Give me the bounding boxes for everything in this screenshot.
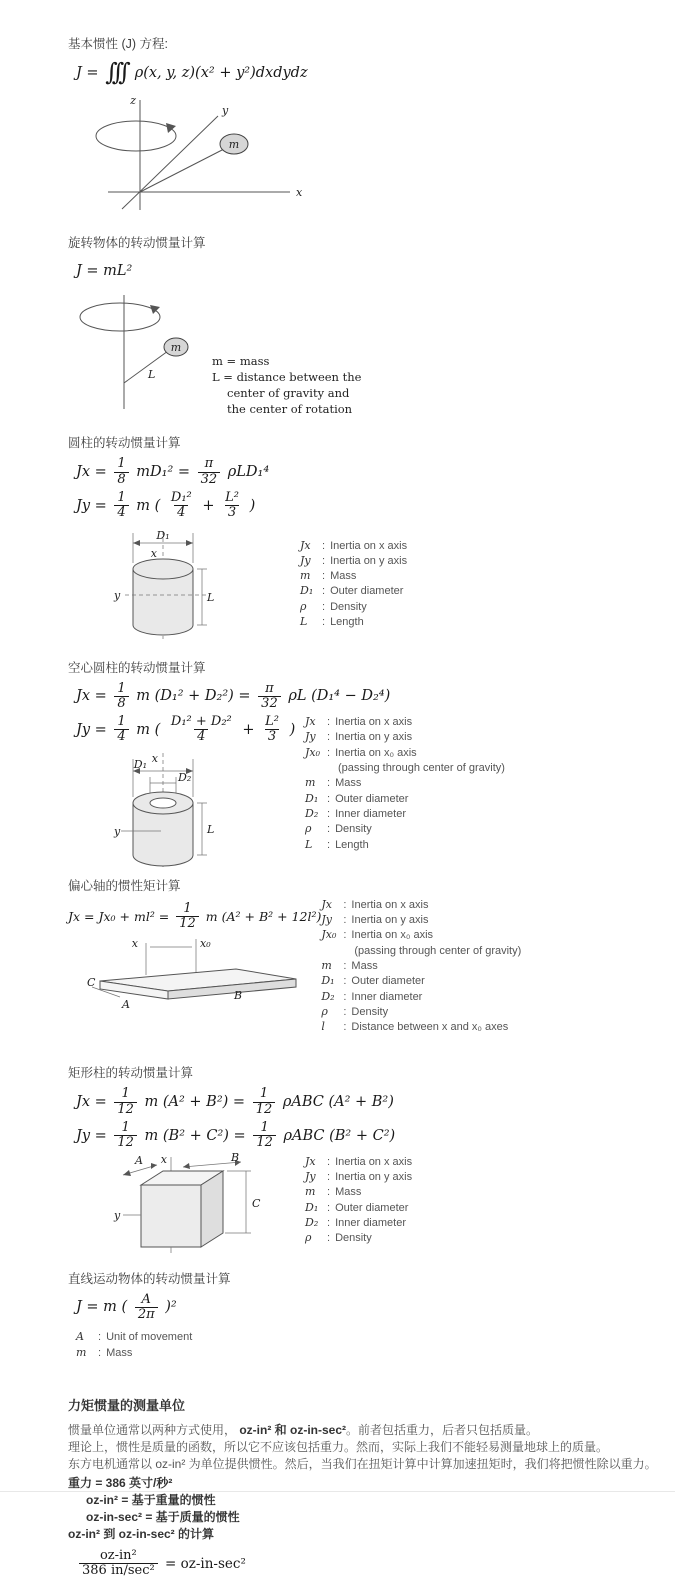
legend-symbol: Jx — [300, 538, 311, 552]
formula-token: + — [237, 721, 260, 738]
note-line: m = mass — [212, 354, 270, 368]
label-length: L — [207, 822, 215, 836]
legend-separator: : — [343, 914, 347, 927]
formula-token: $\frac{1}{4}$ — [114, 491, 128, 521]
legend-row — [321, 928, 521, 942]
diagram-hollow-cylinder — [113, 751, 245, 869]
legend-row — [76, 1330, 675, 1344]
legend-symbol: D₁ — [321, 974, 335, 988]
label-mass: m — [170, 341, 182, 354]
legend-description: Inertia on x axis — [335, 1155, 413, 1168]
label-B: B — [234, 989, 243, 1003]
formula-token: J = mL² — [76, 263, 133, 279]
formula-token: Jy = — [76, 1127, 112, 1144]
legend-row — [321, 1005, 521, 1019]
legend-description: Inertia on y axis — [335, 731, 413, 744]
oz-in2-definition: oz-in² = 基于重量的惯性 — [86, 1492, 216, 1507]
diagram-slab — [86, 937, 298, 1015]
legend-symbol: D₂ — [321, 989, 335, 1003]
legend-row — [321, 1020, 521, 1034]
label-z-axis: z — [130, 94, 136, 107]
legend-separator: : — [327, 716, 331, 729]
oz-in-sec2-definition: oz-in-sec² = 基于质量的惯性 — [86, 1509, 240, 1524]
legend-description: Inertia on y axis — [330, 554, 408, 567]
formula-token: m (B² + C²) = — [139, 1127, 251, 1144]
formula-eccentric-jx — [68, 902, 321, 932]
legend-description: Inertia on x₀ axis — [335, 746, 417, 759]
legend-description: Inner diameter — [351, 990, 423, 1003]
formula-cylinder-jx — [76, 457, 675, 487]
heading-linear-motion: 直线运动物体的转动惯量计算 — [68, 1271, 231, 1286]
legend-cylinder — [300, 539, 407, 631]
legend-description: Inertia on x axis — [351, 898, 429, 911]
legend-row — [300, 554, 407, 568]
formula-token: $\frac{1}{8}$ — [114, 457, 128, 487]
formula-token: ρLD₁⁴ — [223, 464, 270, 481]
legend-symbol: D₁ — [305, 791, 319, 805]
legend-separator: : — [322, 539, 326, 552]
legend-description: Inertia on x₀ axis — [351, 929, 434, 942]
legend-description: Inertia on x axis — [335, 716, 413, 729]
legend-symbol: D₁ — [305, 1200, 319, 1214]
legend-symbol: Jx — [321, 897, 332, 911]
formula-linear — [76, 1293, 675, 1323]
legend-separator: : — [327, 1186, 331, 1199]
units-paragraph-1 — [68, 1422, 675, 1439]
legend-row — [300, 539, 407, 553]
label-A: A — [135, 1153, 143, 1167]
legend-symbol: m — [321, 958, 332, 972]
legend-separator: : — [327, 792, 331, 805]
section-linear-motion — [68, 1271, 675, 1360]
legend-description: Mass — [351, 959, 378, 972]
formula-hollow-jy — [76, 715, 305, 745]
formula-token: $\frac{\text{oz-in²}}{\text{386 in/sec²}}$ — [79, 1549, 158, 1578]
diagram-box — [113, 1150, 278, 1250]
diagram-cylinder — [113, 529, 243, 641]
heading-units: 力矩惯量的测量单位 — [68, 1397, 186, 1413]
formula-token: $\frac{\text{L²}}{3}$ — [265, 714, 279, 745]
units-p1-post: 。前者包括重力，后者只包括质量。 — [346, 1422, 539, 1437]
units-paragraph-3: 东方电机通常以 oz-in² 为单位提供惯性。然后，当我们在扭矩计算中计算加速扭矩时，我们将把惯性除以重力。 — [68, 1456, 657, 1471]
legend-row — [305, 822, 505, 836]
legend-symbol: L — [300, 615, 308, 629]
legend-row — [305, 792, 505, 806]
formula-token: $\frac{\text{D₁² + D₂²}}{4}$ — [170, 714, 232, 745]
label-length: L — [207, 590, 215, 604]
formula-token: ρ(x, y, z)(x² + y²)dxdydz — [134, 65, 308, 81]
legend-row — [76, 1346, 675, 1360]
legend-row — [305, 1155, 412, 1169]
formula-token: ρABC (A² + B²) — [278, 1094, 394, 1111]
legend-description: Length — [330, 616, 364, 629]
legend-description: Density — [330, 600, 367, 613]
section-eccentric-axis — [68, 878, 675, 1036]
units-p1-pre: 惯量单位通常以两种方式使用， — [68, 1422, 240, 1437]
note-line: L = distance between the — [212, 370, 362, 385]
legend-separator: : — [322, 570, 326, 583]
legend-description: (passing through center of gravity) — [354, 944, 522, 957]
legend-separator: : — [327, 1201, 331, 1214]
legend-symbol: m — [300, 569, 311, 583]
formula-token: m (A² + B²) = — [139, 1094, 250, 1111]
pendulum-notes — [212, 353, 361, 417]
legend-row — [305, 1170, 412, 1184]
formula-token: $\frac{1}{12}$ — [176, 902, 199, 932]
legend-separator: : — [343, 929, 347, 942]
legend-symbol: Jy — [300, 553, 311, 567]
section-cylinder — [68, 435, 675, 645]
legend-row — [305, 1216, 412, 1230]
formula-token: $\frac{\pi}{32}$ — [198, 457, 221, 487]
legend-description: Unit of movement — [106, 1331, 193, 1344]
legend-separator: : — [98, 1346, 102, 1359]
legend-description: Length — [335, 838, 369, 851]
heading-basic-inertia: 基本惯性 (J) 方程: — [68, 37, 168, 51]
legend-separator: : — [327, 746, 331, 759]
formula-token: $\frac{1}{4}$ — [114, 715, 128, 745]
formula-rotating-object — [76, 261, 675, 281]
legend-separator: : — [327, 1216, 331, 1229]
legend-description: Density — [335, 823, 372, 836]
legend-separator: : — [98, 1331, 102, 1344]
label-mass: m — [228, 138, 240, 151]
heading-rect-column: 矩形柱的转动惯量计算 — [68, 1066, 194, 1081]
legend-separator: : — [322, 616, 326, 629]
legend-row — [300, 584, 407, 598]
legend-row — [321, 898, 521, 912]
legend-symbol: A — [76, 1330, 84, 1344]
formula-token: $\frac{\text{D₁²}}{4}$ — [170, 489, 192, 521]
formula-token: $\frac{1}{12}$ — [114, 1087, 137, 1117]
bottom-divider — [0, 1491, 675, 1492]
label-x-axis: x — [131, 937, 138, 951]
legend-separator: : — [343, 975, 347, 988]
formula-token: ρL (D₁⁴ − D₂⁴) — [283, 688, 391, 705]
formula-token: $\frac{\text{L²}}{3}$ — [225, 489, 239, 521]
formula-token: ) — [244, 497, 256, 514]
legend-description: Mass — [335, 1186, 362, 1199]
formula-token: ∫∫∫ — [105, 58, 125, 86]
legend-row — [305, 761, 505, 775]
label-outer-diameter: D₁ — [133, 757, 147, 771]
legend-description: Inertia on y axis — [351, 914, 429, 927]
formula-token: )² — [160, 1299, 177, 1316]
legend-description: Inner diameter — [335, 1216, 406, 1229]
label-y-axis: y — [114, 824, 121, 838]
legend-row — [305, 730, 505, 744]
legend-separator: : — [343, 1021, 347, 1034]
legend-symbol: Jy — [305, 1169, 316, 1183]
formula-token: = oz-in-sec² — [160, 1555, 246, 1572]
formula-token: m ( — [131, 497, 165, 514]
diagram-xyz-axes — [78, 92, 318, 214]
heading-hollow-cylinder: 空心圆柱的转动惯量计算 — [68, 660, 206, 675]
legend-row — [305, 1231, 412, 1245]
legend-row — [305, 1185, 412, 1199]
label-C: C — [252, 1196, 261, 1210]
legend-description: Outer diameter — [335, 792, 409, 805]
legend-description: Inertia on y axis — [335, 1170, 413, 1183]
legend-symbol: Jx₀ — [305, 745, 321, 759]
legend-description: Outer diameter — [351, 975, 425, 988]
formula-token: Jy = — [76, 721, 112, 738]
legend-row — [305, 715, 505, 729]
legend-symbol: ρ — [305, 1231, 312, 1245]
formula-rect-jy — [76, 1121, 675, 1151]
legend-separator: : — [322, 600, 326, 613]
legend-rect-column — [305, 1155, 412, 1247]
formula-rect-jx — [76, 1087, 675, 1117]
legend-separator: : — [327, 838, 331, 851]
section-basic-inertia — [68, 36, 675, 219]
formula-token: $\frac{1}{12}$ — [253, 1087, 276, 1117]
legend-description: Density — [335, 1232, 372, 1245]
label-A: A — [122, 998, 130, 1012]
legend-separator: : — [327, 1155, 331, 1168]
legend-description: Outer diameter — [330, 585, 404, 598]
label-x-axis: x — [151, 751, 158, 765]
legend-symbol: Jy — [305, 730, 316, 744]
legend-description: Inner diameter — [335, 807, 406, 820]
legend-symbol: m — [305, 1185, 316, 1199]
label-x-axis: x — [160, 1152, 167, 1166]
heading-conversion: oz-in² 到 oz-in-sec² 的计算 — [68, 1526, 214, 1541]
legend-row — [321, 944, 521, 958]
legend-symbol: D₂ — [305, 1215, 319, 1229]
legend-symbol: ρ — [300, 599, 307, 613]
formula-token: J = m ( — [76, 1299, 132, 1316]
legend-symbol: Jx₀ — [321, 928, 337, 942]
gravity-value-line: 重力 = 386 英寸/秒² — [68, 1475, 173, 1490]
legend-row — [321, 913, 521, 927]
legend-separator: : — [343, 959, 347, 972]
legend-eccentric — [321, 898, 521, 1036]
legend-hollow-cylinder — [305, 715, 505, 853]
legend-description: Mass — [106, 1346, 133, 1359]
formula-token: $\frac{1}{12}$ — [114, 1121, 137, 1151]
formula-token: ρABC (B² + C²) — [278, 1127, 396, 1144]
formula-token: Jx = Jx₀ + ml² = — [68, 909, 174, 925]
legend-separator: : — [327, 823, 331, 836]
legend-separator: : — [327, 1232, 331, 1245]
section-rect-column — [68, 1065, 675, 1254]
label-x0-axis: x₀ — [200, 937, 211, 951]
legend-description: Distance between x and x₀ axes — [351, 1021, 509, 1034]
heading-rotating-object: 旋转物体的转动惯量计算 — [68, 236, 206, 250]
legend-separator: : — [327, 731, 331, 744]
legend-row — [305, 838, 505, 852]
legend-row — [305, 746, 505, 760]
section-hollow-cylinder — [68, 660, 675, 874]
legend-separator: : — [322, 554, 326, 567]
legend-description: Mass — [335, 777, 362, 790]
legend-symbol: Jx — [305, 715, 316, 729]
label-inner-diameter: D₂ — [178, 770, 192, 784]
legend-separator: : — [343, 1005, 347, 1018]
units-paragraph-2: 理论上，惯性是质量的函数，所以它不应该包括重力。然而，实际上我们不能轻易测量地球上的质量。 — [68, 1439, 609, 1454]
formula-hollow-jx — [76, 682, 675, 712]
formula-token: J = — [76, 65, 104, 81]
legend-row — [305, 776, 505, 790]
formula-token: $\frac{A}{2\pi}$ — [135, 1293, 158, 1323]
legend-symbol: D₁ — [300, 584, 314, 598]
heading-eccentric-axis: 偏心轴的惯性矩计算 — [68, 878, 181, 893]
formula-conversion — [76, 1549, 675, 1578]
label-y-axis: y — [222, 104, 229, 117]
formula-token: $\frac{1}{8}$ — [114, 682, 128, 712]
formula-cylinder-jy — [76, 491, 675, 521]
label-y-axis: y — [114, 588, 121, 602]
formula-token: Jx = — [76, 688, 112, 705]
legend-symbol: L — [305, 837, 313, 851]
label-C: C — [87, 976, 96, 990]
label-B: B — [231, 1150, 240, 1164]
formula-token: ) — [284, 721, 296, 738]
formula-token: $\frac{1}{12}$ — [253, 1121, 276, 1151]
legend-symbol: Jy — [321, 913, 332, 927]
note-line: the center of rotation — [227, 402, 353, 417]
legend-row — [305, 1201, 412, 1215]
heading-cylinder: 圆柱的转动惯量计算 — [68, 436, 181, 451]
legend-row — [321, 974, 521, 988]
formula-token: $\frac{\pi}{32}$ — [258, 682, 281, 712]
formula-token: m (D₁² + D₂²) = — [131, 688, 256, 705]
legend-row — [300, 569, 407, 583]
section-rotating-object — [68, 235, 675, 417]
legend-symbol: l — [321, 1020, 325, 1034]
legend-symbol: m — [305, 776, 316, 790]
legend-symbol: m — [76, 1345, 87, 1359]
legend-row — [321, 959, 521, 973]
legend-row — [300, 600, 407, 614]
label-outer-diameter: D₁ — [156, 528, 170, 542]
legend-description: Outer diameter — [335, 1201, 409, 1214]
note-line: center of gravity and — [227, 386, 350, 401]
legend-symbol: D₂ — [305, 806, 319, 820]
formula-token: Jx = — [76, 1094, 112, 1111]
label-x-axis: x — [150, 546, 157, 560]
formula-token: m ( — [131, 721, 165, 738]
legend-symbol: ρ — [321, 1004, 328, 1018]
legend-description: Mass — [330, 570, 357, 583]
legend-row — [305, 807, 505, 821]
formula-token: m (A² + B² + 12l²) — [201, 909, 322, 925]
formula-token: + — [197, 497, 220, 514]
legend-linear-motion — [76, 1330, 675, 1360]
legend-row — [321, 990, 521, 1004]
label-x-axis: x — [296, 186, 303, 199]
legend-description: Density — [351, 1005, 389, 1018]
formula-token: Jx = — [76, 464, 112, 481]
label-y-axis: y — [114, 1208, 121, 1222]
units-p1-units: oz-in² 和 oz-in-sec² — [239, 1422, 347, 1437]
formula-token: mD₁² = — [131, 464, 195, 481]
legend-row — [300, 615, 407, 629]
formula-token: Jy = — [76, 497, 112, 514]
label-distance-L: L — [148, 368, 156, 381]
legend-separator: : — [327, 777, 331, 790]
legend-separator: : — [322, 585, 326, 598]
legend-description: Inertia on x axis — [330, 539, 408, 552]
formula-basic-inertia — [76, 60, 675, 86]
legend-description: (passing through center of gravity) — [338, 762, 505, 775]
section-units — [68, 1398, 675, 1578]
legend-symbol: Jx — [305, 1154, 316, 1168]
legend-separator: : — [343, 990, 347, 1003]
diagram-pendulum — [78, 293, 198, 411]
legend-symbol: ρ — [305, 822, 312, 836]
legend-separator: : — [343, 898, 347, 911]
legend-separator: : — [327, 807, 331, 820]
legend-separator: : — [327, 1170, 331, 1183]
